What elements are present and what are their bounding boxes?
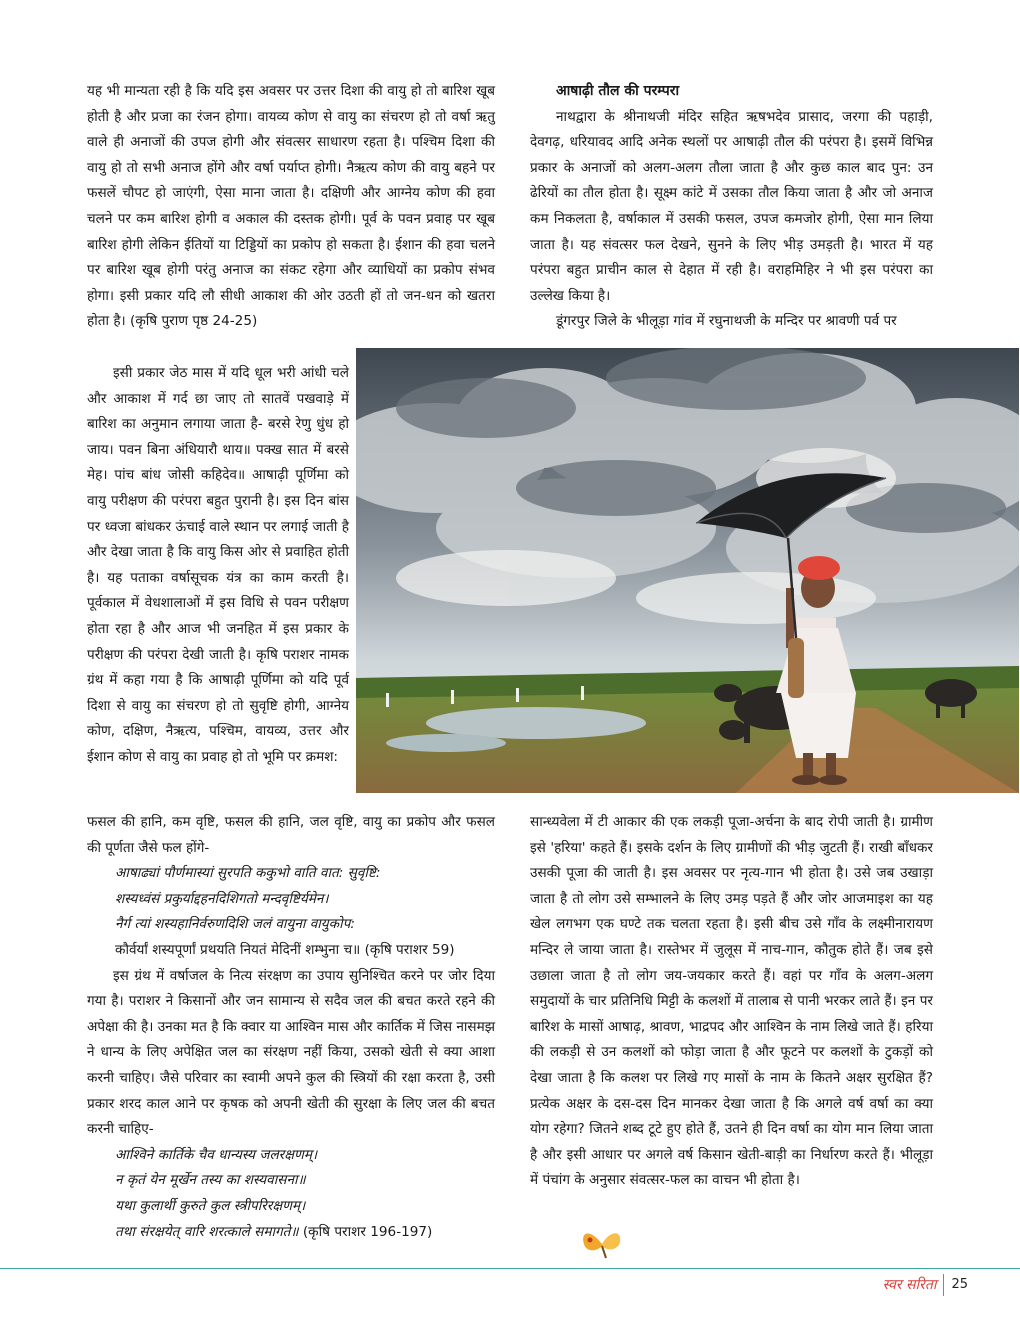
photo-illustration bbox=[356, 348, 1019, 793]
verse-line: नैर्ग त्यां शस्यहानिर्वरुणदिशि जलं वायुना वायुकोप: bbox=[115, 916, 355, 933]
verse-line: आषाढ्यां पौर्णमास्यां सुरपति ककुभो वाति वात: सुवृष्टि: bbox=[115, 865, 381, 882]
left-column-top bbox=[87, 79, 495, 335]
magazine-name: स्वर सरिता bbox=[882, 1277, 937, 1293]
paragraph-ashadhi-weighing: नाथद्वारा के श्रीनाथजी मंदिर सहित ऋषभदेव प्रासाद, जरगा की पहाड़ी, देवगढ़, धरियावद आदि अनेक स्थलों पर आषाढ़ी तौल की परंपरा है। इसमें विभिन्न प्रकार के अनाजों को अलग-अलग तौला जाता है और कुछ काल बाद पुन: उन ढेरियों का तौल होता है। सूक्ष्म कांटे में उसका तौल किया जाता है और जो अनाज कम निकलता है, वर्षाकाल में उसकी फसल, उपज कमजोर होगी, ऐसा मान लिया जाता है। यह संवत्सर फल देखने, सुनने के लिए भीड़ उमड़ती है। भारत में यह परंपरा बहुत प्राचीन काल से देहात में रही है। वराहमिहिर ने भी इस परंपरा का उल्लेख किया है। bbox=[530, 108, 933, 304]
left-column-bottom bbox=[87, 810, 495, 1245]
verse-line-text: तथा संरक्षयेत् वारि शरत्काले समागते॥ bbox=[115, 1223, 299, 1240]
footer-divider bbox=[943, 1274, 944, 1296]
paragraph-wind-directions: यह भी मान्यता रही है कि यदि इस अवसर पर उत्तर दिशा की वायु हो तो बारिश खूब होती है और प्रजा का रंजन होगा। वायव्य कोण से वायु का संचरण हो तो वर्षा ऋतु वाले ही अनाजों की उपज होगी और संवत्सर साधारण रहता है। पश्चिम दिशा की वायु हो तो सभी अनाज होंगे और वर्षा पर्याप्त होगी। नैऋत्य कोण की वायु बहने पर फसलें चौपट हो जाएंगी, ऐसा माना जाता है। दक्षिणी और आग्नेय कोण की हवा चलने पर कम बारिश होगी व अकाल की दस्तक होगी। पूर्व के पवन प्रवाह पर खूब बारिश होगी लेकिन ईतियों या टिड्डियों का प्रकोप हो सकता है। ईशान की हवा चलने पर बारिश खूब होगी परंतु अनाज का संकट रहेगा और व्याधियों का प्रकोप संभव होगा। इसी प्रकार यदि लौ सीधी आकाश की ओर उठती हों तो जन-धन को खतरा होता है। (कृषि पुराण पृष्ठ 24-25) bbox=[87, 83, 495, 330]
verse-line: न कृतं येन मूर्खेन तस्य का शस्यवासना॥ bbox=[115, 1172, 306, 1189]
paragraph-dust-storm: इसी प्रकार जेठ मास में यदि धूल भरी आंधी चले और आकाश में गर्द छा जाए तो सातवें पखवाड़े में बारिश का अनुमान लगाया जाता है- बरसे रेणु धुंध हो जाय। पवन बिना अंधियारौ थाय॥ पक्ख सात में बरसे मेह। पांच बांध जोसी कहिदेव॥ आषाढ़ी पूर्णिमा को वायु परीक्षण की परंपरा बहुत पुरानी है। इस दिन बांस पर ध्वजा बांधकर ऊंचाई वाले स्थान पर लगाई जाती है और देखा जाता है कि वायु किस ओर से प्रवाहित होती है। यह पताका वर्षासूचक यंत्र का काम करती है। पूर्वकाल में वेधशालाओं में इस विधि से पवन परीक्षण होता रहा है और आज भी जनहित में इस प्रकार के परीक्षण की परंपरा देखी जाती है। कृषि पराशर नामक ग्रंथ में कहा गया है कि आषाढ़ी पूर्णिमा को यदि पूर्व दिशा से वायु का संचरण हो तो सुवृष्टि होगी, आग्नेय कोण, दक्षिण, नैऋत्य, पश्चिम, वायव्य, उत्तर और ईशान कोण से वायु का प्रवाह हो तो भूमि पर क्रमश: bbox=[87, 365, 349, 765]
verse-line: आश्विने कार्तिके चैव धान्यस्य जलरक्षणम्। bbox=[115, 1146, 318, 1163]
verse-reference: (कृषि पराशर 196-197) bbox=[298, 1223, 433, 1240]
verse-line: कौर्वर्यां शस्यपूर्णां प्रथयति नियतं मेदिनीं शम्भुना च॥ (कृषि पराशर 59) bbox=[115, 941, 455, 958]
verse-krishi-parashar-196 bbox=[87, 1143, 495, 1245]
paragraph-water-conservation: इस ग्रंथ में वर्षाजल के नित्य संरक्षण का उपाय सुनिश्चित करने पर जोर दिया गया है। पराशर ने किसानों और जन सामान्य से सदैव जल की बचत करते रहने की अपेक्षा की है। उनका मत है कि क्वार या आश्विन मास और कार्तिक में जिस नासमझ ने धान्य के लिए अपेक्षित जल का संरक्षण नहीं किया, उसको खेती से क्या आशा करनी चाहिए। जैसे परिवार का स्वामी अपने कुल की स्त्रियों की रक्षा करता है, उसी प्रकार शरद काल आने पर कृषक को अपनी खेती की सुरक्षा के लिए जल की बचत करनी चाहिए- bbox=[87, 967, 495, 1138]
footer bbox=[883, 1274, 968, 1296]
paragraph-hariya-ritual: सान्ध्यवेला में टी आकार की एक लकड़ी पूजा-अर्चना के बाद रोपी जाती है। ग्रामीण इसे 'हरिया' कहते हैं। इसके दर्शन के लिए ग्रामीणों की भीड़ जुटती हैं। राखी बाँधकर उसकी पूजा की जाती है। इस अवसर पर नृत्य-गान भी होता है। उसे जब उखाड़ा जाता है तो लोग उसे सम्भालने के लिए उमड़ पड़ते हैं और जोर आजमाइश का यह खेल लगभग एक घण्टे तक चलता रहता है। इसी बीच उसे गाँव के लक्ष्मीनारायण मन्दिर ले जाया जाता है। रास्तेभर में जुलूस में नाच-गान, कौतुक होते हैं। जब इसे उछाला जाता है तो लोग जय-जयकार करते हैं। वहां पर गाँव के अलग-अलग समुदायों के चार प्रतिनिधि मिट्टी के कलशों में तालाब से पानी भरकर लाते हैं। इन पर बारिश के मासों आषाढ़, श्रावण, भाद्रपद और आश्विन के नाम लिखे जाते हैं। हरिया की लकड़ी से उन कलशों को फोड़ा जाता है और फूटने पर कलशों के टुकड़ों को देखा जाता है कि कलश पर लिखे गए मासों के नाम के कितने अक्षर सुरक्षित हैं? प्रत्येक अक्षर के दस-दस दिन मानकर देखा जाता है कि अगले वर्ष वर्षा का क्या योग रहेगा? जितने शब्द टूटे हुए होते हैं, उतने ही दिन वर्षा का योग मान लिया जाता है और इसी आधार पर अगले वर्ष किसान खेती-बाड़ी का निर्धारण करते हैं। भीलूड़ा में पंचांग के अनुसार संवत्सर-फल का वाचन भी होता है। bbox=[530, 814, 933, 1189]
verse-line: यथा कुलार्थी कुरुते कुल स्त्रीपरिरक्षणम्। bbox=[115, 1197, 306, 1214]
verse-krishi-parashar-59 bbox=[87, 861, 495, 963]
photo-man-with-umbrella bbox=[356, 348, 1019, 793]
right-column-top bbox=[530, 79, 933, 335]
left-column-mid bbox=[87, 361, 349, 771]
paragraph-bhiluda: डूंगरपुर जिले के भीलूड़ा गांव में रघुनाथजी के मन्दिर पर श्रावणी पर्व पर bbox=[556, 313, 897, 330]
butterfly-icon bbox=[580, 1226, 624, 1264]
verse-line: शस्यध्वंसं प्रकुर्याद्दहनदिशिगतो मन्दवृष्टिर्यमेन। bbox=[115, 890, 329, 907]
section-heading: आषाढ़ी तौल की परम्परा bbox=[556, 83, 680, 99]
right-column-bottom bbox=[530, 810, 933, 1194]
page-number: 25 bbox=[951, 1277, 968, 1292]
verse-line bbox=[87, 1220, 495, 1246]
paragraph-crop-results: फसल की हानि, कम वृष्टि, फसल की हानि, जल वृष्टि, वायु का प्रकोप और फसल की पूर्णता जैसे फल होंगे- bbox=[87, 814, 495, 856]
footer-rule bbox=[0, 1268, 1020, 1269]
